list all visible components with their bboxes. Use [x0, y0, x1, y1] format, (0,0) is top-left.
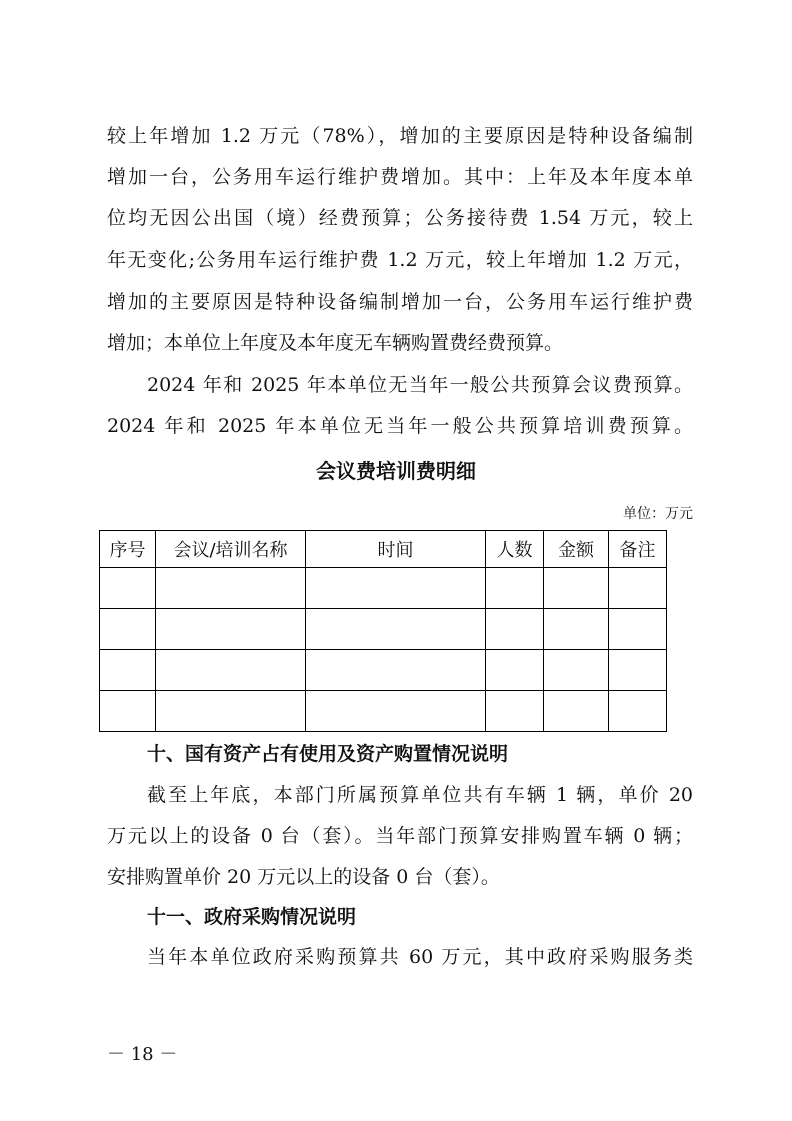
body-line: 当年本单位政府采购预算共 60 万元，其中政府采购服务类: [147, 946, 693, 968]
body-line: 增加的主要原因是特种设备编制增加一台，公务用车运行维护费: [107, 291, 693, 313]
header-people: 人数: [486, 531, 544, 568]
table-header-row: [100, 531, 667, 568]
table-cell: [609, 691, 667, 732]
body-line: 增加一台，公务用车运行维护费增加。其中：上年及本年度本单: [107, 166, 693, 188]
table-cell: [486, 568, 544, 609]
section-11-heading: 十一、政府采购情况说明: [147, 906, 357, 928]
table-cell: [156, 609, 306, 650]
table-cell: [544, 691, 609, 732]
table-row: [100, 691, 667, 732]
table-cell: [544, 650, 609, 691]
body-line: 截至上年底，本部门所属预算单位共有车辆 1 辆，单价 20: [147, 784, 693, 806]
table-cell: [156, 691, 306, 732]
table-cell: [306, 609, 486, 650]
table-cell: [306, 650, 486, 691]
section-10-heading: 十、国有资产占有使用及资产购置情况说明: [147, 743, 509, 765]
header-index: 序号: [100, 531, 156, 568]
body-line: 位均无因公出国（境）经费预算；公务接待费 1.54 万元，较上: [107, 207, 693, 229]
table-cell: [609, 568, 667, 609]
table-cell: [609, 609, 667, 650]
body-line: 增加；本单位上年度及本年度无车辆购置费经费预算。: [107, 332, 564, 354]
table-cell: [486, 691, 544, 732]
table-cell: [100, 609, 156, 650]
header-amount: 金额: [544, 531, 609, 568]
page-number: － 18 －: [107, 1044, 178, 1065]
table-cell: [306, 691, 486, 732]
header-time: 时间: [306, 531, 486, 568]
table-row: [100, 650, 667, 691]
table-cell: [156, 568, 306, 609]
table-cell: [100, 568, 156, 609]
table-cell: [486, 650, 544, 691]
table-cell: [156, 650, 306, 691]
header-name: 会议/培训名称: [156, 531, 306, 568]
table-cell: [544, 609, 609, 650]
table-cell: [306, 568, 486, 609]
table-row: [100, 609, 667, 650]
body-line: 年无变化;公务用车运行维护费 1.2 万元，较上年增加 1.2 万元，: [107, 249, 693, 271]
meeting-training-table: [99, 530, 667, 732]
table-row: [100, 568, 667, 609]
unit-label: 单位：万元: [623, 506, 693, 522]
table-cell: [609, 650, 667, 691]
header-remarks: 备注: [609, 531, 667, 568]
body-line: 安排购置单价 20 万元以上的设备 0 台（套）。: [107, 866, 500, 888]
table-cell: [100, 691, 156, 732]
meeting-fee-line: 2024 年和 2025 年本单位无当年一般公共预算会议费预算。: [147, 374, 693, 396]
table-cell: [100, 650, 156, 691]
training-fee-line: 2024 年和 2025 年本单位无当年一般公共预算培训费预算。: [107, 415, 693, 437]
table-cell: [544, 568, 609, 609]
body-line: 万元以上的设备 0 台（套）。当年部门预算安排购置车辆 0 辆；: [107, 825, 693, 847]
body-line: 较上年增加 1.2 万元（78%），增加的主要原因是特种设备编制: [107, 125, 693, 147]
table-cell: [486, 609, 544, 650]
table-title: 会议费培训费明细: [316, 459, 476, 483]
